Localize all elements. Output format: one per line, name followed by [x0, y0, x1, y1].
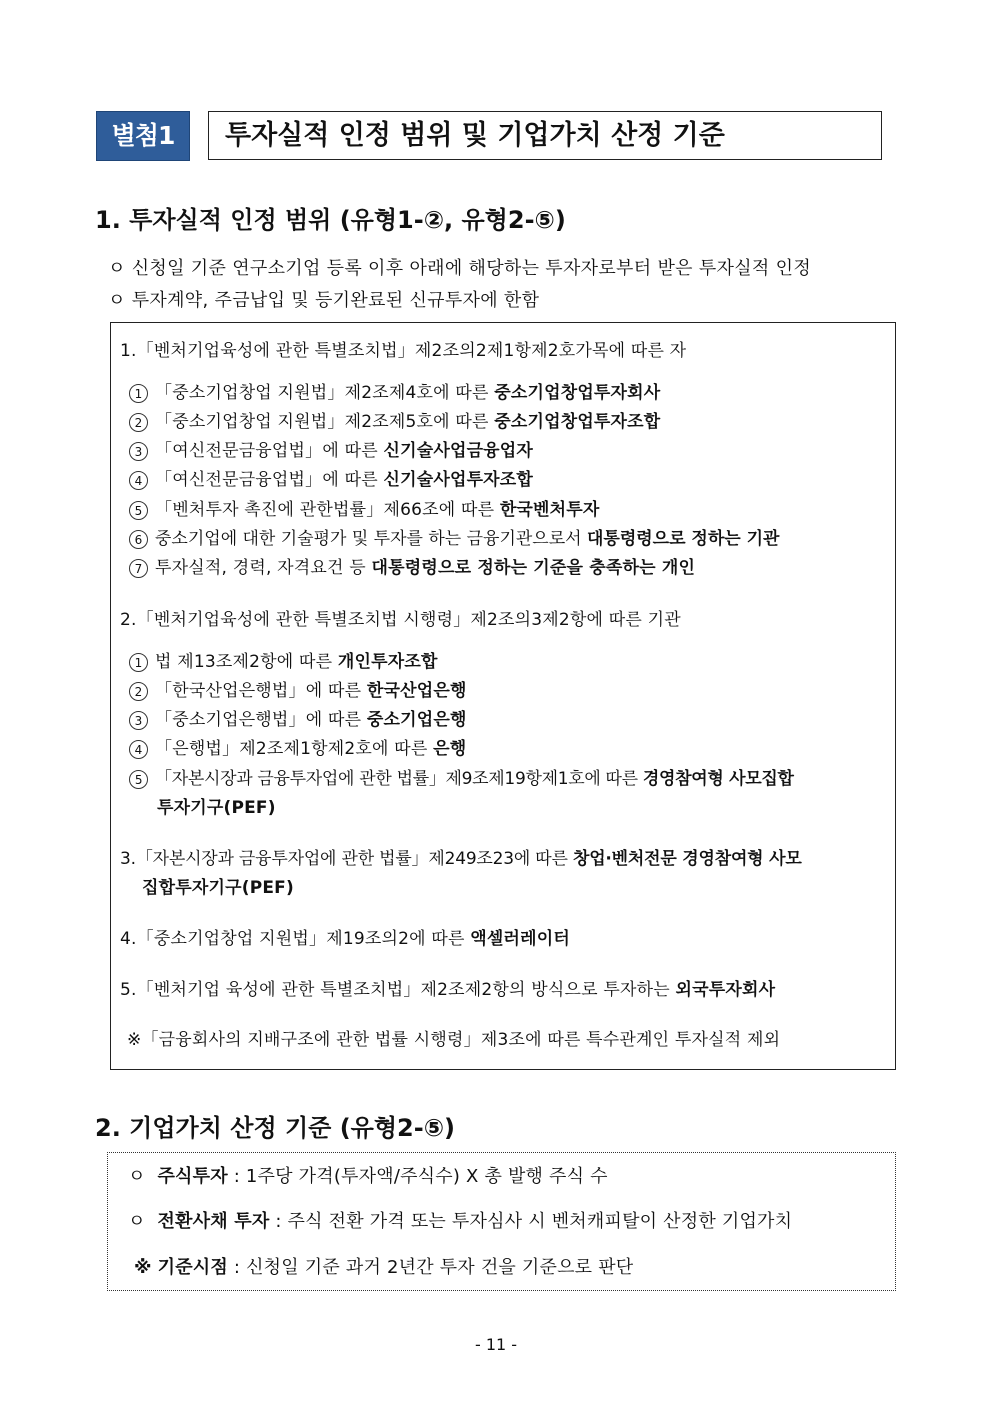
criteria-row: ㅇ 전환사채 투자 : 주식 전환 가격 또는 투자심사 시 벤처캐피탈이 산정한 기업가치: [128, 1211, 793, 1232]
section2-heading: 2. 기업가치 산정 기준 (유형2-⑤): [95, 1114, 455, 1142]
number-circle-icon: 2: [129, 682, 148, 701]
list-item: 2 「중소기업창업 지원법」제2조제5호에 따른 중소기업창업투자조합: [129, 411, 660, 433]
list-item: 1 법 제13조제2항에 따른 개인투자조합: [129, 651, 438, 673]
appendix-badge: 별첨1: [96, 111, 190, 161]
number-circle-icon: 1: [129, 653, 148, 672]
group3-continuation: 집합투자기구(PEF): [142, 878, 294, 898]
valuation-criteria-box: [107, 1152, 896, 1291]
number-circle-icon: 2: [129, 413, 148, 432]
list-item: 5 「벤처투자 촉진에 관한법률」제66조에 따른 한국벤처투자: [129, 499, 600, 521]
group2-title: 2.「벤처기업육성에 관한 특별조치법 시행령」제2조의3제2항에 따른 기관: [120, 610, 681, 630]
group3-line: 3.「자본시장과 금융투자업에 관한 법률」제249조23에 따른 창업·벤처전문 경영참여형 사모: [120, 849, 802, 869]
number-circle-icon: 4: [129, 471, 148, 490]
list-item-continuation: 투자기구(PEF): [157, 798, 276, 818]
group5-line: 5.「벤처기업 육성에 관한 특별조치법」제2조제2항의 방식으로 투자하는 외국투자회사: [120, 980, 776, 1000]
investor-list-box: [110, 322, 896, 1070]
list-item: 6 중소기업에 대한 기술평가 및 투자를 하는 금융기관으로서 대통령령으로 정하는 기관: [129, 528, 779, 550]
section1-bullet-2: ㅇ 투자계약, 주금납입 및 등기완료된 신규투자에 한함: [108, 290, 540, 311]
number-circle-icon: 3: [129, 711, 148, 730]
number-circle-icon: 1: [129, 384, 148, 403]
exclusion-note: ※「금융회사의 지배구조에 관한 법률 시행령」제3조에 따른 특수관계인 투자실적 제외: [127, 1030, 781, 1050]
list-item: 4 「여신전문금융업법」에 따른 신기술사업투자조합: [129, 469, 533, 491]
list-item: 3 「중소기업은행법」에 따른 중소기업은행: [129, 709, 467, 731]
section1-heading: 1. 투자실적 인정 범위 (유형1-②, 유형2-⑤): [95, 206, 566, 234]
group1-title: 1.「벤처기업육성에 관한 특별조치법」제2조의2제1항제2호가목에 따른 자: [120, 341, 687, 361]
list-item: 2 「한국산업은행법」에 따른 한국산업은행: [129, 680, 467, 702]
number-circle-icon: 5: [129, 770, 148, 789]
section1-bullet-1: ㅇ 신청일 기준 연구소기업 등록 이후 아래에 해당하는 투자자로부터 받은 투자실적 인정: [108, 258, 812, 279]
list-item: 7 투자실적, 경력, 자격요건 등 대통령령으로 정하는 기준을 충족하는 개인: [129, 557, 695, 579]
list-item: 3 「여신전문금융업법」에 따른 신기술사업금융업자: [129, 440, 533, 462]
number-circle-icon: 3: [129, 442, 148, 461]
number-circle-icon: 6: [129, 530, 148, 549]
page-number: - 11 -: [474, 1335, 518, 1354]
number-circle-icon: 5: [129, 501, 148, 520]
number-circle-icon: 7: [129, 559, 148, 578]
list-item: 4 「은행법」제2조제1항제2호에 따른 은행: [129, 738, 466, 760]
number-circle-icon: 4: [129, 740, 148, 759]
list-item: 5 「자본시장과 금융투자업에 관한 법률」제9조제19항제1호에 따른 경영참여형 사모집합: [129, 768, 794, 790]
criteria-row: ※ 기준시점 : 신청일 기준 과거 2년간 투자 건을 기준으로 판단: [134, 1257, 634, 1278]
list-item: 1 「중소기업창업 지원법」제2조제4호에 따른 중소기업창업투자회사: [129, 382, 660, 404]
page-title: 투자실적 인정 범위 및 기업가치 산정 기준: [208, 111, 882, 160]
criteria-row: ㅇ 주식투자 : 1주당 가격(투자액/주식수) X 총 발행 주식 수: [128, 1166, 608, 1187]
group4-line: 4.「중소기업창업 지원법」제19조의2에 따른 액셀러레이터: [120, 929, 570, 949]
